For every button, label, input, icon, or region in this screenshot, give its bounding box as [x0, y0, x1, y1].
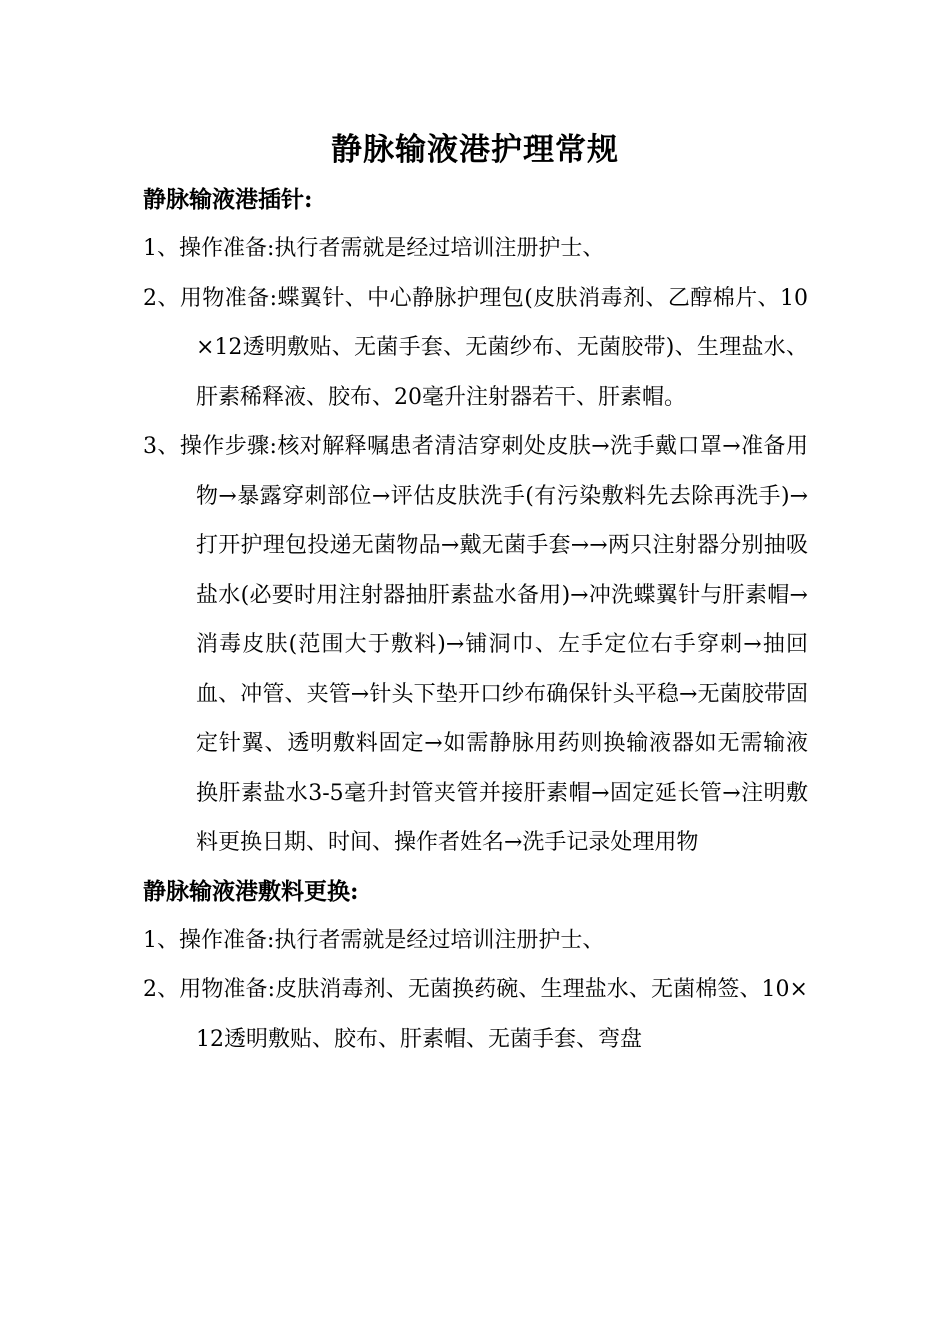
item-number: 1 [143, 927, 157, 953]
section-heading: 静脉输液港敷料更换: [143, 877, 359, 905]
section-dressing-change [143, 868, 808, 1065]
document-body [143, 176, 808, 1064]
item-number: 2 [143, 977, 157, 1002]
item-separator: 、 [157, 434, 180, 459]
item-text: 操作准备:执行者需就是经过培训注册护士、 [179, 236, 605, 261]
section-insertion [143, 176, 808, 868]
section-heading: 静脉输液港插针: [143, 186, 313, 213]
item-text: 操作步骤:核对解释嘱患者清洁穿刺处皮肤→洗手戴口罩→准备用物→暴露穿刺部位→评估皮肤洗手(有污染敷料先去除再洗手)→打开护理包投递无菌物品→戴无菌手套→→两只注射器分别抽吸盐水(必要时用注射器抽肝素盐水备用)→冲洗蝶翼针与肝素帽→消毒皮肤(范围大于敷料)→铺洞巾、左手定位右手穿刺→抽回血、冲管、夹管→针头下垫开口纱布确保针头平稳→无菌胶带固定针翼、透明敷料固定→如需静脉用药则换输液器如无需输液换肝素盐水3-5毫升封管夹管并接肝素帽→固定延长管→注明敷料更换日期、时间、操作者姓名→洗手记录处理用物 [179, 434, 808, 855]
document-title: 静脉输液港护理常规 [331, 132, 619, 168]
list-item [143, 224, 808, 274]
item-separator: 、 [157, 927, 180, 953]
item-number: 3 [143, 434, 157, 459]
item-separator: 、 [157, 977, 180, 1002]
list-item [143, 916, 808, 966]
item-text: 用物准备:蝶翼针、中心静脉护理包(皮肤消毒剂、乙醇棉片、10×12透明敷贴、无菌手套、无菌纱布、无菌胶带)、生理盐水、肝素稀释液、胶布、20毫升注射器若干、肝素帽。 [179, 285, 808, 410]
item-separator: 、 [157, 285, 180, 311]
list-item [143, 274, 808, 423]
list-item [143, 422, 808, 868]
item-number: 1 [143, 236, 157, 261]
item-text: 用物准备:皮肤消毒剂、无菌换药碗、生理盐水、无菌棉签、10×12透明敷贴、胶布、肝素帽、无菌手套、弯盘 [179, 977, 808, 1052]
item-number: 2 [143, 285, 157, 311]
item-separator: 、 [157, 236, 180, 261]
item-text: 操作准备:执行者需就是经过培训注册护士、 [179, 927, 605, 953]
list-item [143, 965, 808, 1064]
